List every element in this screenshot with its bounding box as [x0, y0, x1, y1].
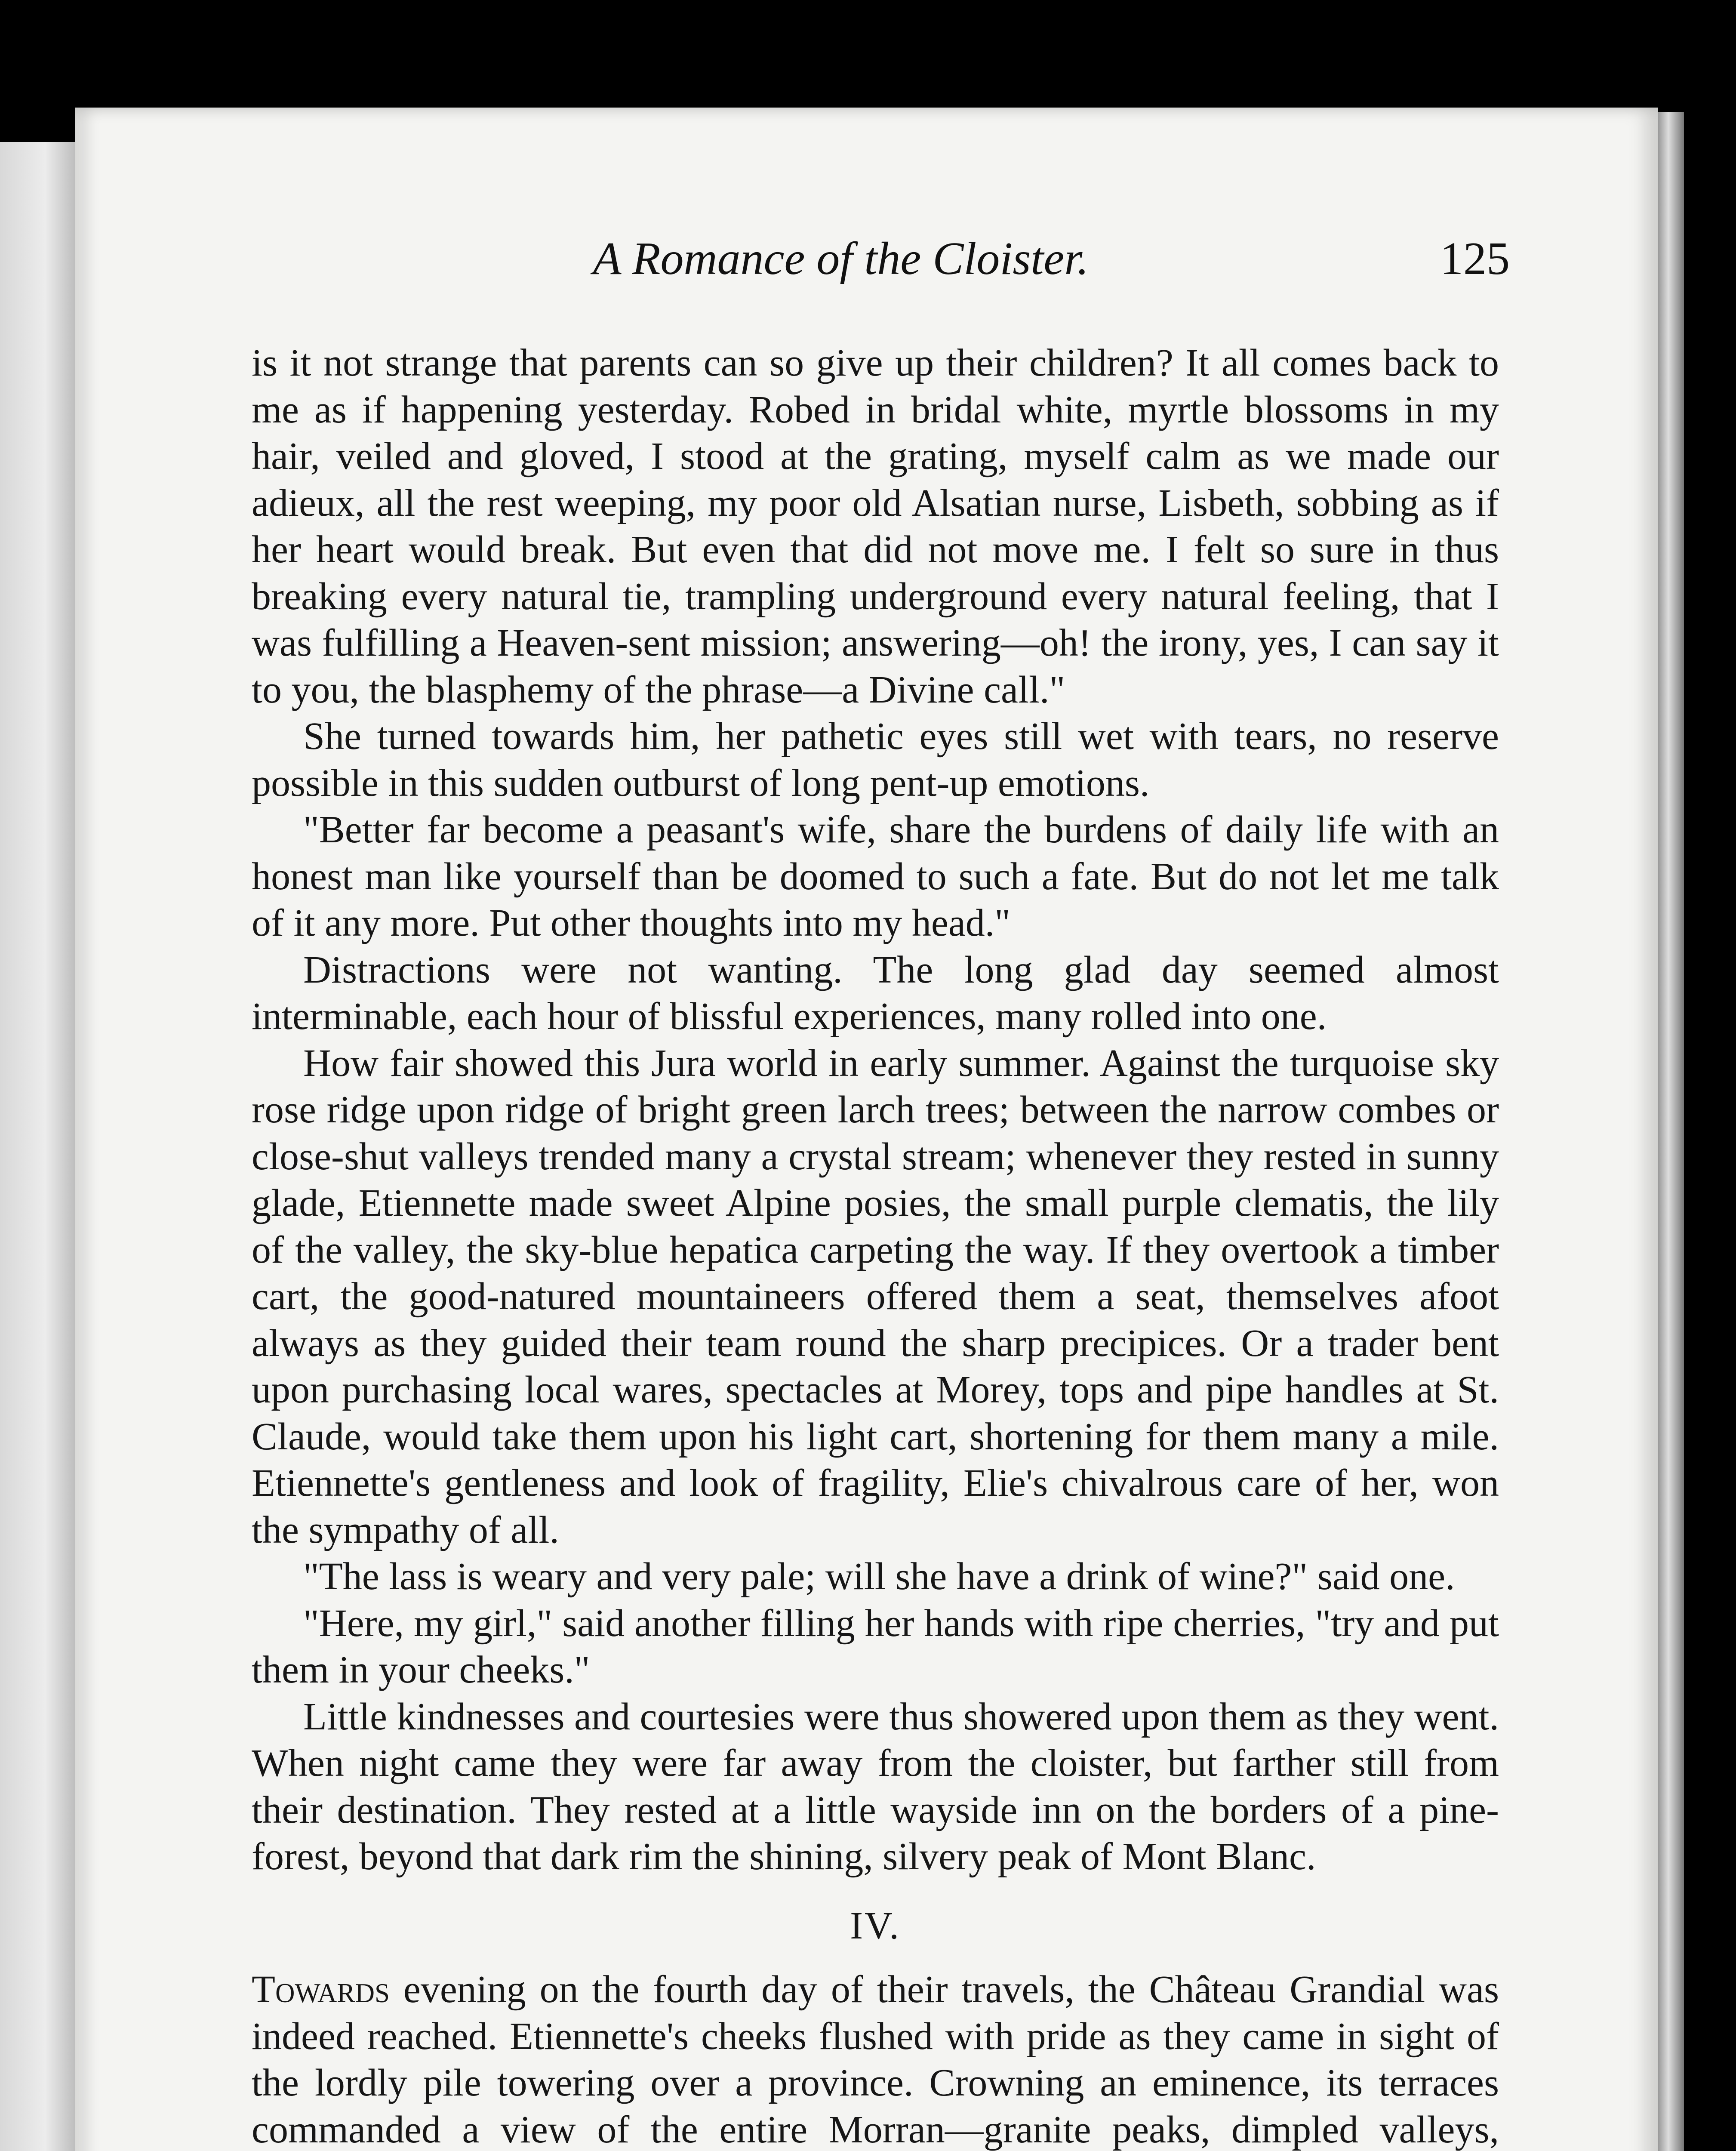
paragraph-continued: is it not strange that parents can so give up their children? It all comes back to me as if happening yesterday. Robed in bridal white, myrtle blossoms in my hair, veiled and gloved, I stood at the grating, myself calm as we made our adieux, all the rest weeping, my poor old Alsatian nurse, Lisbeth, sobbing as if her heart would break. But even that did not move me. I felt so sure in thus breaking every natural tie, trampling underground every natural feeling, that I was fulfilling a Heaven-sent mission; answering—oh! the irony, yes, I can say it to you, the blasphemy of the phrase—a Divine call.": [252, 342, 1499, 711]
section-heading: IV.: [850, 1904, 901, 1947]
opening-word: Towards: [252, 1968, 390, 2011]
paragraph-dialogue: "Better far become a peasant's wife, share the burdens of daily life with an honest man like yourself than be doomed to such a fate. But do not let me talk of it any more. Put other thoughts into my head.": [252, 808, 1499, 944]
paragraph-dialogue: "Here, my girl," said another filling her hands with ripe cherries, "try and put them in your cheeks.": [252, 1602, 1499, 1691]
facing-page-edge: [0, 142, 75, 2151]
running-title: A Romance of the Cloister.: [593, 233, 1089, 284]
paragraph: Little kindnesses and courtesies were thus showered upon them as they went. When night came they were far away from the cloister, but farther still from their destination. They rested at a little wayside inn on the borders of a pine-forest, beyond that dark rim the shining, silvery peak of Mont Blanc.: [252, 1695, 1499, 1878]
page-number: 125: [1440, 233, 1510, 284]
section-opening-paragraph: [252, 1966, 1499, 2151]
running-header: [172, 232, 1510, 310]
page-fore-edge: [1658, 112, 1684, 2151]
paragraph-dialogue: "The lass is weary and very pale; will she have a drink of wine?" said one.: [303, 1555, 1455, 1598]
paragraph: Distractions were not wanting. The long glad day seemed almost interminable, each hour of blissful experiences, many rolled into one.: [252, 948, 1499, 1038]
paragraph: How fair showed this Jura world in early summer. Against the turquoise sky rose ridge upon ridge of bright green larch trees; between the narrow combes or close-shut valleys trended many a crystal stream; whenever they rested in sunny glade, Etiennette made sweet Alpine posies, the small purple clematis, the lily of the valley, the sky-blue hepatica carpeting the way. If they overtook a timber cart, the good-natured mountaineers offered them a seat, themselves afoot always as they guided their team round the sharp precipices. Or a trader bent upon purchasing local wares, spectacles at Morey, tops and pipe handles at St. Claude, would take them upon his light cart, shortening for them many a mile. Etiennette's gentleness and look of fragility, Elie's chivalrous care of her, won the sympathy of all.: [252, 1042, 1499, 1551]
body-text: [252, 340, 1499, 2151]
paragraph: She turned towards him, her pathetic eyes still wet with tears, no reserve possible in this sudden outburst of long pent-up emotions.: [252, 715, 1499, 804]
paragraph-text: evening on the fourth day of their travels, the Château Grandial was indeed reached. Etiennette's cheeks flushed with pride as they came in sight of the lordly pile towering over a province. Crowning an eminence, its terraces commanded a view of the entire Morran—granite peaks, dimpled valleys,: [252, 1968, 1499, 2151]
